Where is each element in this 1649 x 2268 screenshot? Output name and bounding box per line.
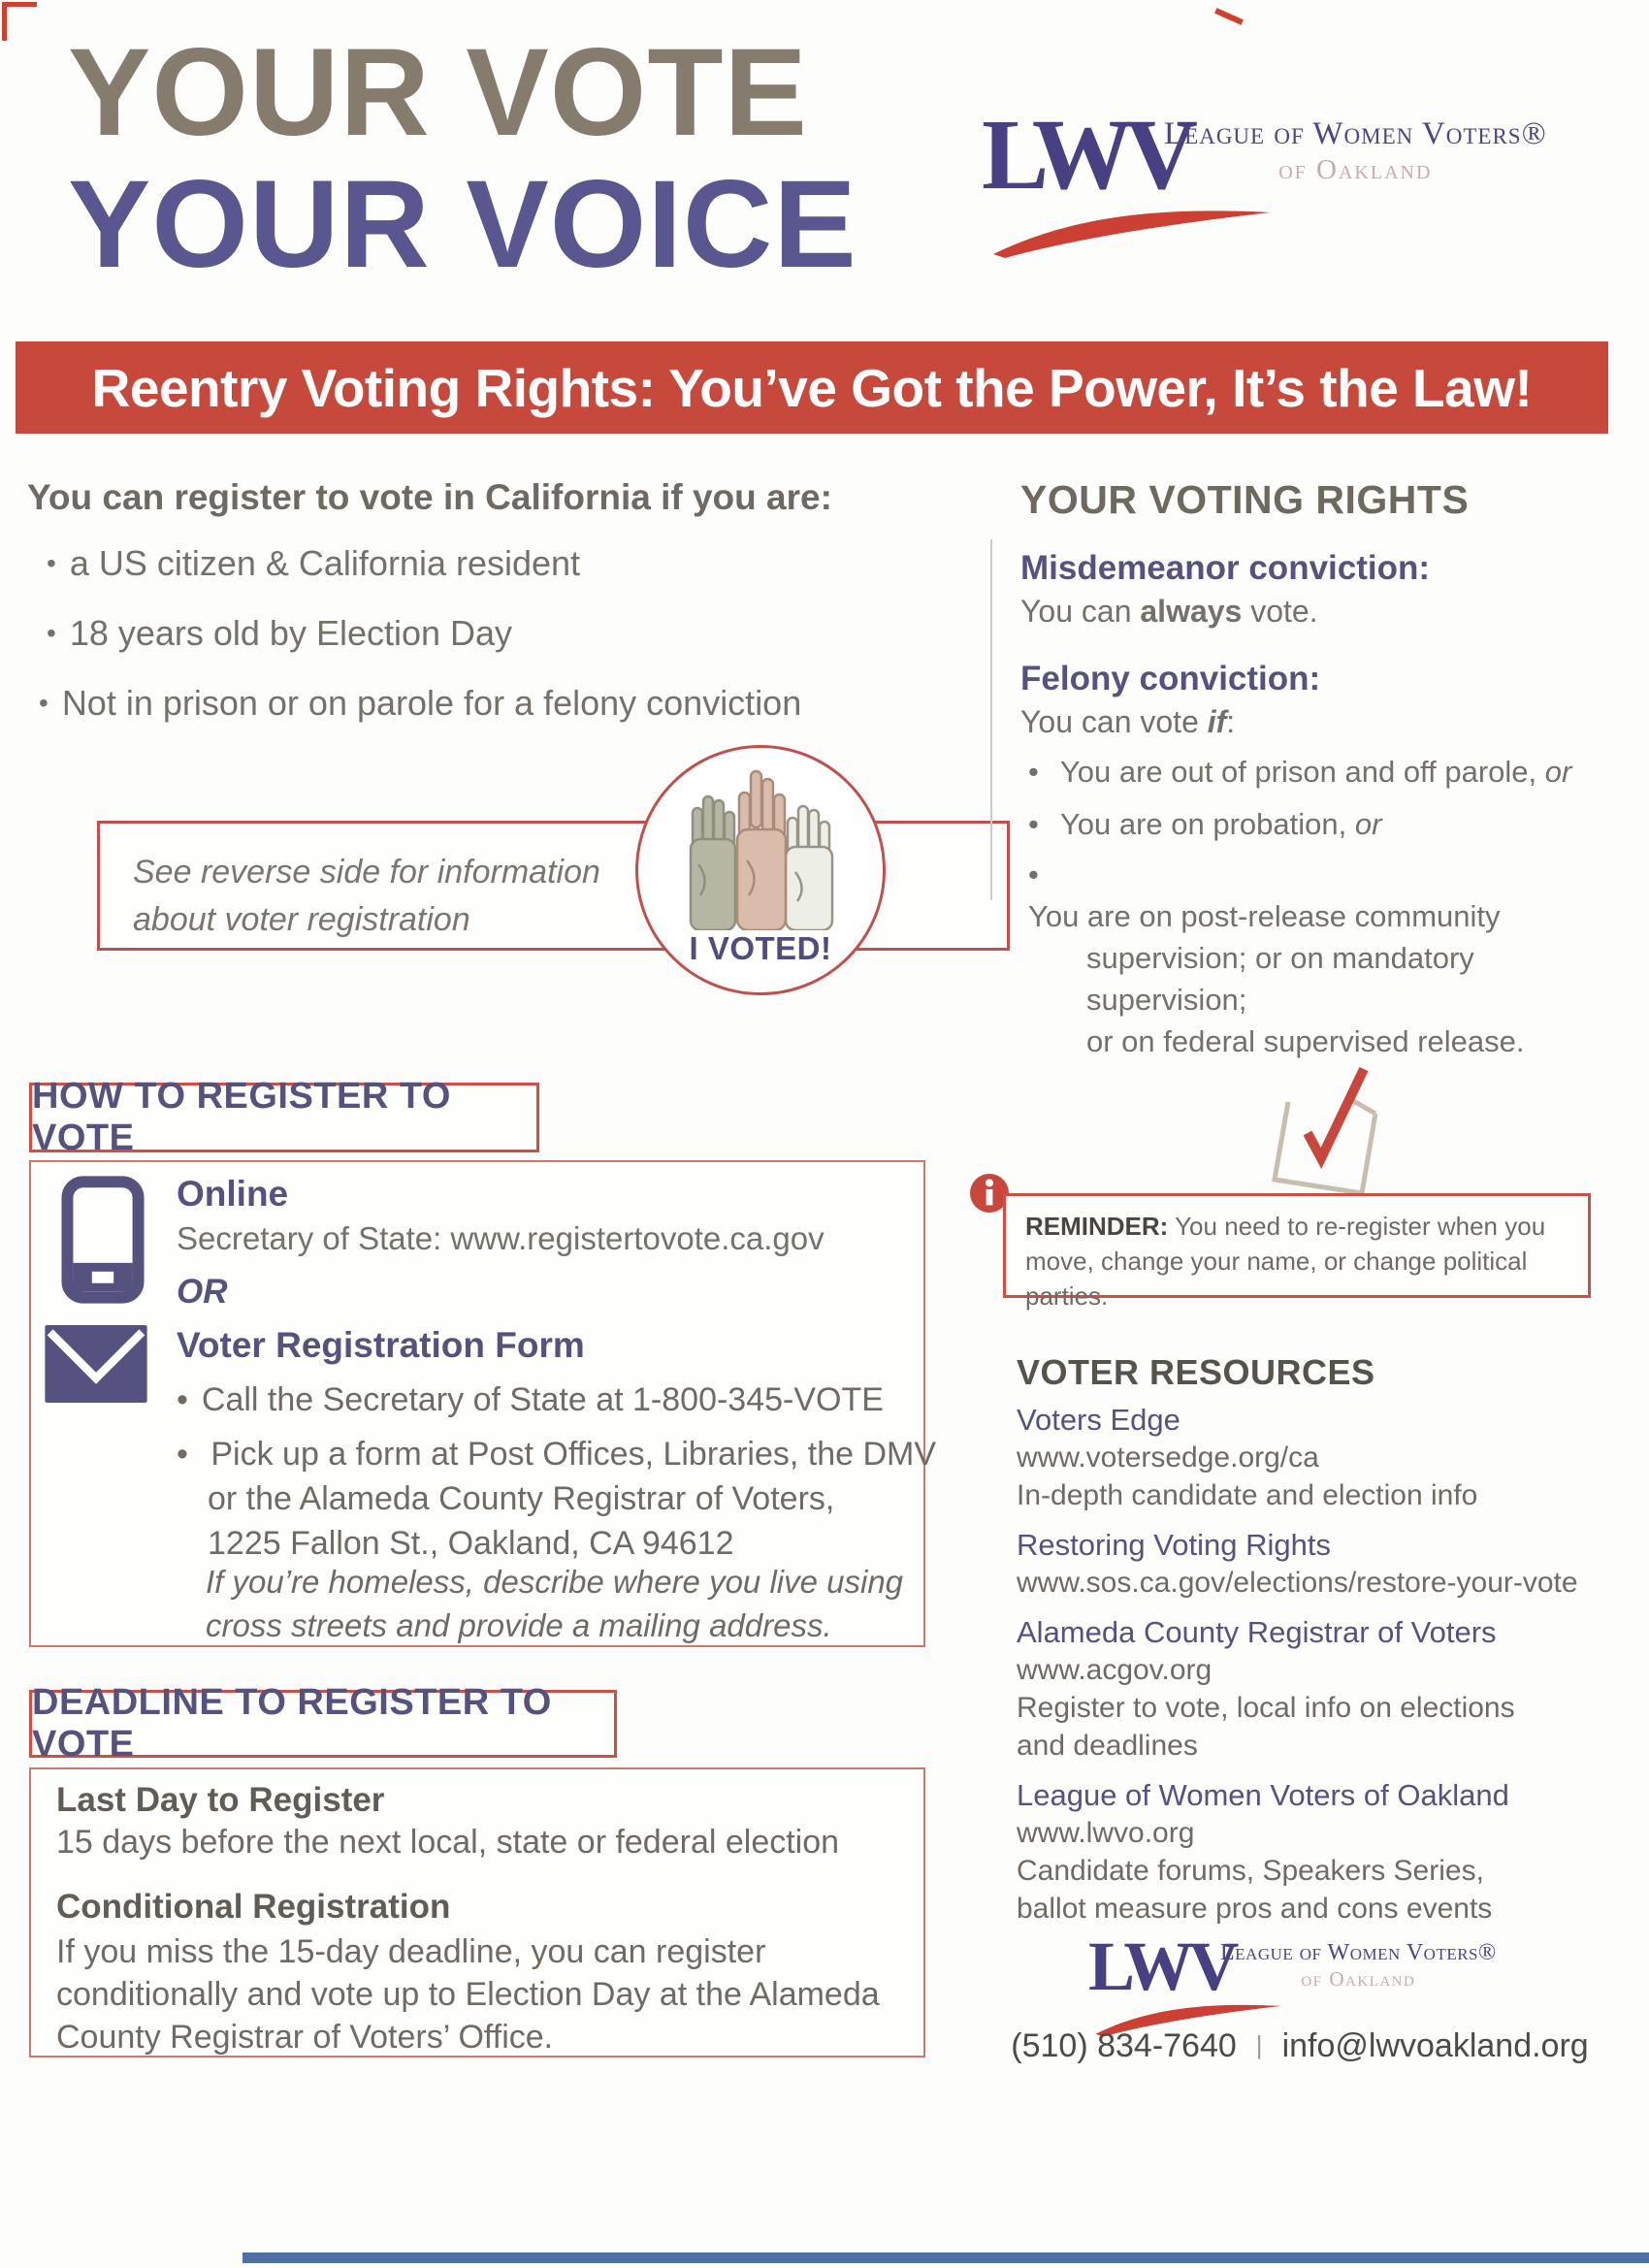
resource-url: www.lwvo.org bbox=[1017, 1817, 1195, 1849]
felony-bullet bbox=[1028, 751, 1571, 793]
lwv-logo-bottom bbox=[1088, 1928, 1593, 2041]
lwv-acronym: LWV bbox=[1088, 1928, 1235, 2005]
headline-banner bbox=[16, 341, 1608, 434]
online-text: Secretary of State: www.registertovote.ca.gov bbox=[177, 1220, 824, 1256]
lwv-org-name: League of Women Voters® bbox=[1220, 1940, 1497, 1965]
felony-text-pre: You can vote bbox=[1020, 704, 1208, 739]
or-label: OR bbox=[177, 1273, 228, 1311]
felony-text-post: : bbox=[1226, 704, 1236, 739]
felony-bullet-line1: • You are on post-release community bbox=[1028, 899, 1501, 933]
column-divider bbox=[990, 539, 992, 900]
contact-email: info@lwvoakland.org bbox=[1281, 2027, 1589, 2064]
eligibility-heading: You can register to vote in California if you are: bbox=[27, 477, 832, 517]
lwv-org-name-block bbox=[1164, 116, 1547, 186]
contact-line bbox=[989, 2027, 1610, 2065]
contact-separator: | bbox=[1255, 2030, 1263, 2059]
eligibility-item: • 18 years old by Election Day bbox=[47, 613, 512, 654]
misdemeanor-text-bold: always bbox=[1140, 594, 1243, 629]
resource-item bbox=[1017, 1526, 1618, 1602]
homeless-note-line1: If you’re homeless, describe where you live using bbox=[206, 1564, 904, 1600]
envelope-icon bbox=[45, 1325, 147, 1403]
resource-item bbox=[1017, 1613, 1618, 1765]
phone-icon bbox=[60, 1176, 146, 1304]
scan-mark-top-right bbox=[1214, 8, 1244, 25]
conditional-label: Conditional Registration bbox=[56, 1888, 451, 1926]
resource-name: Voters Edge bbox=[1017, 1403, 1180, 1437]
lwv-logo-top bbox=[982, 99, 1602, 283]
felony-bullet-or: or bbox=[1544, 755, 1572, 789]
last-day-label: Last Day to Register bbox=[56, 1781, 385, 1819]
conditional-line1: If you miss the 15-day deadline, you can register bbox=[56, 1933, 766, 1970]
online-label: Online bbox=[177, 1174, 289, 1214]
reminder-body: You need to re-register when you move, change your name, or change political parties. bbox=[1025, 1212, 1546, 1311]
felony-text bbox=[1020, 704, 1235, 740]
resource-item bbox=[1017, 1776, 1618, 1928]
reverse-side-note-line2: about voter registration bbox=[133, 901, 470, 939]
resource-url: www.acgov.org bbox=[1017, 1654, 1212, 1686]
misdemeanor-text bbox=[1020, 594, 1318, 630]
scan-mark-top-left-vertical bbox=[2, 2, 7, 41]
lwv-org-location: of Oakland bbox=[1301, 1967, 1416, 1991]
lwv-org-name: League of Women Voters® bbox=[1164, 116, 1547, 151]
ballot-check-icon bbox=[1251, 1063, 1397, 1204]
resource-name: Alameda County Registrar of Voters bbox=[1017, 1615, 1497, 1649]
misdemeanor-text-post: vote. bbox=[1242, 594, 1318, 629]
reminder-box bbox=[1003, 1193, 1591, 1311]
misdemeanor-text-pre: You can bbox=[1020, 594, 1141, 629]
bottom-edge-strip bbox=[242, 2252, 1649, 2263]
resource-desc: In-depth candidate and election info bbox=[1017, 1479, 1478, 1511]
i-voted-badge bbox=[635, 745, 886, 995]
conditional-line2: conditionally and vote up to Election Day at the Alameda bbox=[56, 1976, 880, 2013]
lwv-acronym: LWV bbox=[982, 99, 1190, 211]
eligibility-item: • Not in prison or on parole for a felony conviction bbox=[39, 683, 801, 724]
pickup-line3: 1225 Fallon St., Oakland, CA 94612 bbox=[208, 1525, 734, 1562]
i-voted-label: I VOTED! bbox=[689, 930, 832, 966]
resource-url: www.sos.ca.gov/elections/restore-your-vote bbox=[1017, 1567, 1578, 1599]
reminder-text bbox=[1025, 1210, 1565, 1314]
resource-desc: ballot measure pros and cons events bbox=[1017, 1893, 1493, 1925]
page-title bbox=[68, 23, 857, 294]
resource-url: www.votersedge.org/ca bbox=[1017, 1442, 1319, 1474]
deadline-heading: DEADLINE TO REGISTER TO VOTE bbox=[32, 1682, 552, 1765]
raised-hands-icon bbox=[681, 767, 840, 930]
eligibility-item: • a US citizen & California resident bbox=[47, 543, 580, 584]
lwv-org-location: of Oakland bbox=[1278, 154, 1433, 185]
resource-desc: and deadlines bbox=[1017, 1730, 1198, 1762]
deadline-heading-box bbox=[29, 1682, 617, 1765]
felony-text-if: if bbox=[1207, 704, 1227, 739]
reverse-side-note-line1: See reverse side for information bbox=[133, 854, 600, 891]
felony-bullet-text: You are out of prison and off parole, bbox=[1059, 755, 1545, 789]
pickup-bullet bbox=[177, 1432, 936, 1566]
title-line-2: YOUR VOICE bbox=[68, 154, 857, 294]
conditional-line3: County Registrar of Voters’ Office. bbox=[56, 2019, 554, 2056]
felony-bullet bbox=[1028, 803, 1381, 845]
voter-resources-heading: VOTER RESOURCES bbox=[1017, 1352, 1375, 1392]
reminder-label: REMINDER: bbox=[1025, 1212, 1169, 1241]
resource-desc: Register to vote, local info on elections bbox=[1017, 1692, 1515, 1724]
scan-mark-top-left bbox=[2, 2, 37, 7]
misdemeanor-label: Misdemeanor conviction: bbox=[1020, 549, 1431, 587]
last-day-text: 15 days before the next local, state or federal election bbox=[56, 1824, 840, 1861]
lwv-swoosh-icon bbox=[991, 202, 1275, 258]
voter-registration-form-label: Voter Registration Form bbox=[177, 1325, 585, 1365]
resource-item bbox=[1017, 1401, 1618, 1514]
resource-name: Restoring Voting Rights bbox=[1017, 1528, 1331, 1562]
contact-phone: (510) 834-7640 bbox=[1011, 2027, 1237, 2064]
headline-banner-text: Reentry Voting Rights: You’ve Got the Power, It’s the Law! bbox=[91, 357, 1533, 418]
resource-name: League of Women Voters of Oakland bbox=[1017, 1778, 1509, 1812]
felony-bullet-line3: or on federal supervised release. bbox=[1086, 1024, 1525, 1058]
pickup-line2: or the Alameda County Registrar of Voters, bbox=[208, 1480, 835, 1517]
felony-bullet bbox=[1028, 854, 1639, 1062]
felony-bullet-or: or bbox=[1354, 807, 1382, 841]
conditional-text bbox=[56, 1930, 880, 2058]
resource-desc: Candidate forums, Speakers Series, bbox=[1017, 1855, 1484, 1887]
reverse-side-note bbox=[133, 849, 600, 945]
how-to-register-heading: HOW TO REGISTER TO VOTE bbox=[32, 1076, 451, 1158]
felony-bullet-text: You are on probation, bbox=[1059, 807, 1355, 841]
felony-bullet-line2: supervision; or on mandatory supervision; bbox=[1086, 941, 1474, 1017]
voting-rights-heading: YOUR VOTING RIGHTS bbox=[1020, 477, 1470, 522]
homeless-note bbox=[206, 1560, 903, 1647]
how-to-register-heading-box bbox=[29, 1076, 539, 1158]
call-bullet: • Call the Secretary of State at 1-800-345-VOTE bbox=[177, 1381, 884, 1419]
voter-resources-list bbox=[1017, 1401, 1618, 1939]
lwv-org-name-block bbox=[1220, 1940, 1497, 1992]
homeless-note-line2: cross streets and provide a mailing address. bbox=[206, 1607, 832, 1643]
pickup-line1: Pick up a form at Post Offices, Libraries, the DMV bbox=[210, 1436, 937, 1473]
felony-label: Felony conviction: bbox=[1020, 660, 1321, 697]
title-line-1: YOUR VOTE bbox=[68, 23, 808, 162]
